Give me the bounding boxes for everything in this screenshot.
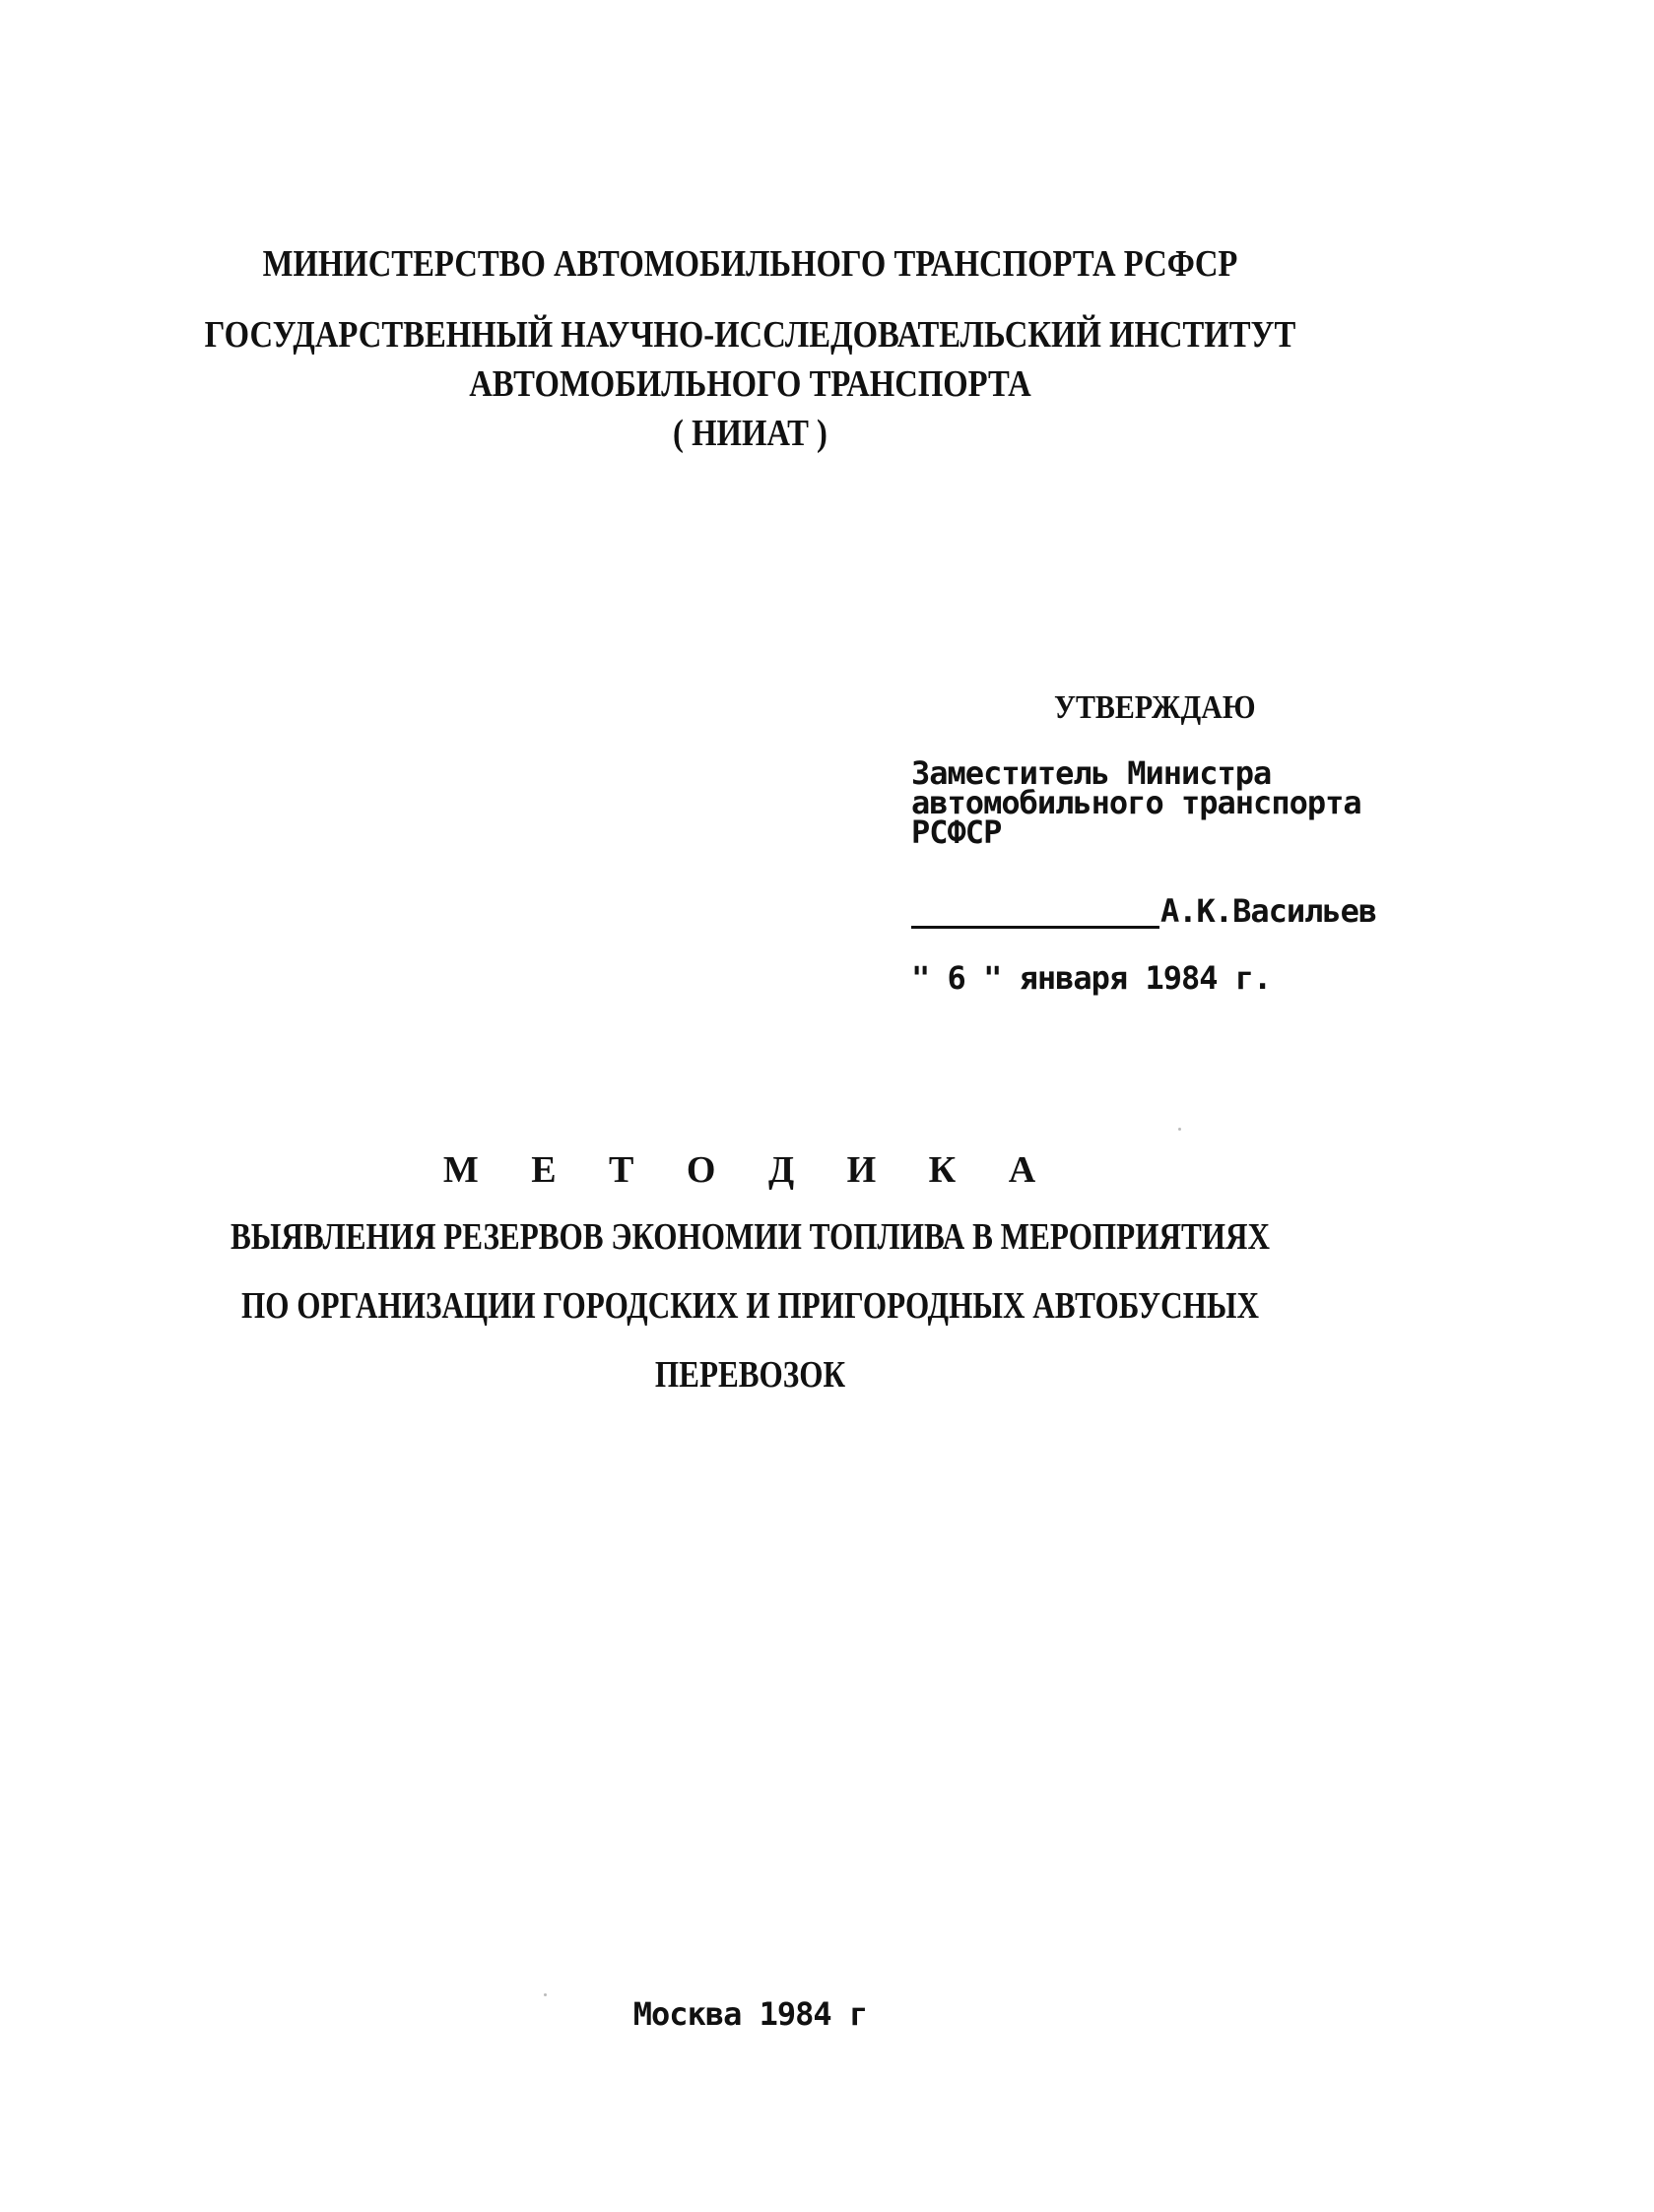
signature-line [911, 926, 1159, 929]
publication-place-year: Москва 1984 г [632, 1995, 868, 2033]
ministry-name: МИНИСТЕРСТВО АВТОМОБИЛЬНОГО ТРАНСПОРТА РСФСР [262, 243, 1238, 285]
document-subtitle-line1: ВЫЯВЛЕНИЯ РЕЗЕРВОВ ЭКОНОМИИ ТОПЛИВА В МЕРОПРИЯТИЯХ [231, 1216, 1270, 1258]
document-subtitle-line3: ПЕРЕВОЗОК [654, 1354, 846, 1396]
approver-position-line3: РСФСР [911, 813, 1002, 851]
institute-name-line2: АВТОМОБИЛЬНОГО ТРАНСПОРТА [469, 363, 1031, 405]
approver-position-line1: Заместитель Министра [911, 754, 1272, 792]
approval-title: УТВЕРЖДАЮ [1054, 689, 1256, 726]
document-type: М Е Т О Д И К А [442, 1149, 1058, 1191]
approver-position-line2: автомобильного транспорта [911, 784, 1361, 821]
approver-position [911, 754, 1361, 851]
signatory-name: А.К.Васильев [1160, 892, 1377, 930]
scan-speck [1178, 1128, 1181, 1131]
scan-speck [544, 1993, 547, 1996]
document-subtitle-line2: ПО ОРГАНИЗАЦИИ ГОРОДСКИХ И ПРИГОРОДНЫХ АВТОБУСНЫХ [241, 1285, 1259, 1327]
approval-date: " 6 " января 1984 г. [911, 959, 1272, 997]
institute-name-line1: ГОСУДАРСТВЕННЫЙ НАУЧНО-ИССЛЕДОВАТЕЛЬСКИЙ ИНСТИТУТ [204, 314, 1296, 356]
institute-abbreviation: ( НИИАТ ) [673, 413, 827, 454]
